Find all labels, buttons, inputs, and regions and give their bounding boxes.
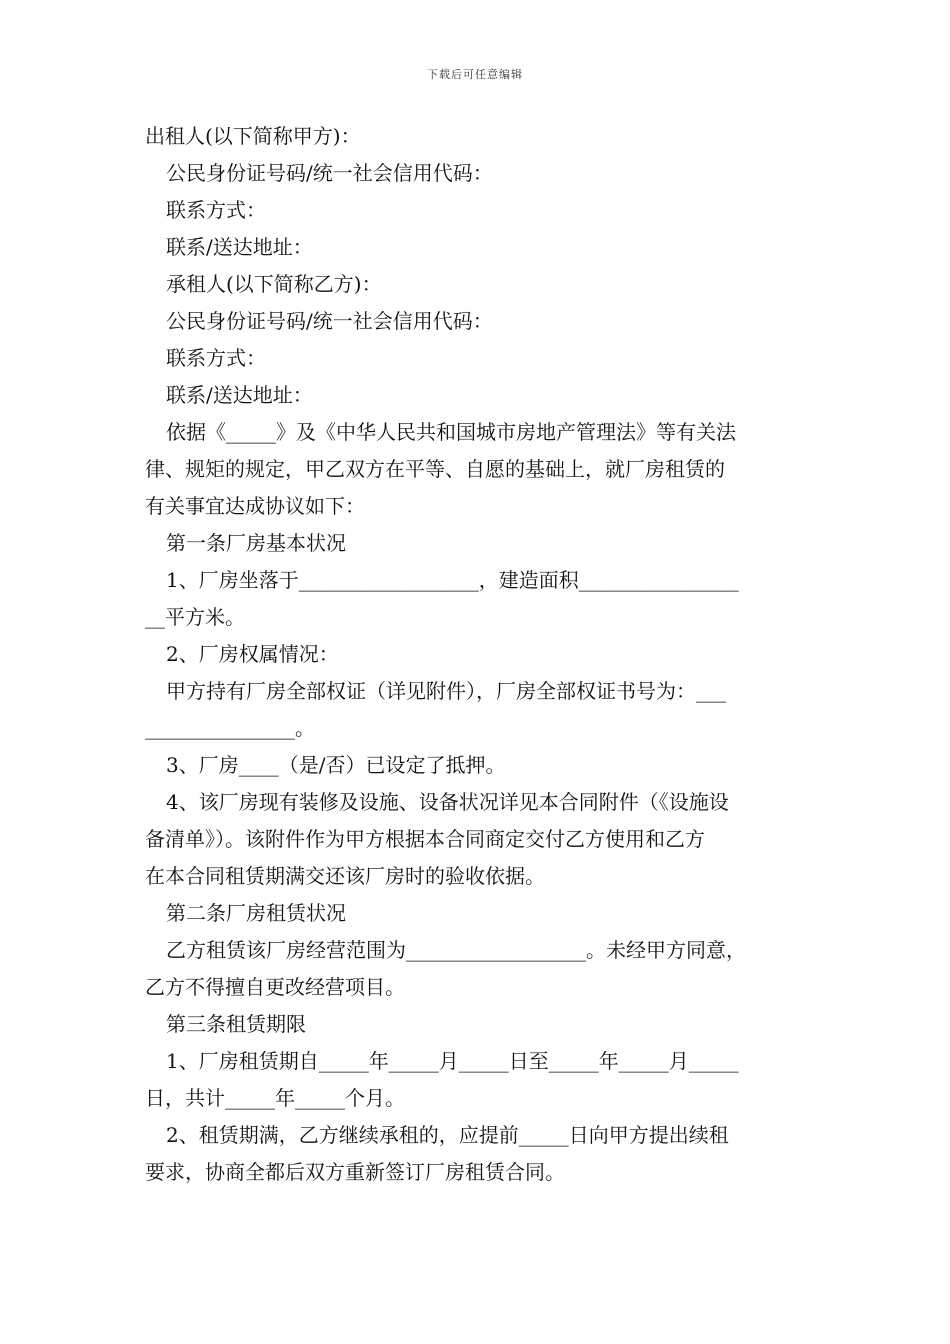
document-line: 1、厂房租赁期自_____年_____月_____日至_____年_____月_____ — [166, 1049, 739, 1073]
document-line: 4、该厂房现有装修及设施、设备状况详见本合同附件（《设施设 — [166, 790, 729, 814]
page-header: 下载后可任意编辑 — [427, 68, 523, 81]
document-line: 联系方式： — [166, 198, 266, 222]
document-line: 日，共计_____年_____个月。 — [145, 1086, 405, 1110]
document-line: 3、厂房____（是/否）已设定了抵押。 — [166, 753, 506, 777]
document-line: 第二条厂房租赁状况 — [166, 901, 346, 925]
document-line: 依据《_____》及《中华人民共和国城市房地产管理法》等有关法 — [166, 420, 736, 444]
document-line: 第三条租赁期限 — [166, 1012, 306, 1036]
document-line: 要求，协商全都后双方重新签订厂房租赁合同。 — [145, 1160, 565, 1184]
document-line: 承租人(以下简称乙方)： — [166, 272, 382, 296]
document-line: 联系方式： — [166, 346, 266, 370]
document-line: 律、规矩的规定，甲乙双方在平等、自愿的基础上，就厂房租赁的 — [145, 457, 725, 481]
document-line: 出租人(以下简称甲方)： — [145, 124, 361, 148]
document-line: 1、厂房坐落于__________________，建造面积________________ — [166, 568, 739, 592]
document-line: 乙方不得擅自更改经营项目。 — [145, 975, 405, 999]
document-body — [145, 118, 813, 1191]
document-line: 公民身份证号码/统一社会信用代码： — [166, 309, 493, 333]
document-line: 备清单》）。该附件作为甲方根据本合同商定交付乙方使用和乙方 — [145, 827, 705, 851]
document-line: 在本合同租赁期满交还该厂房时的验收依据。 — [145, 864, 545, 888]
document-line: _______________。 — [145, 716, 315, 740]
document-line: 2、租赁期满，乙方继续承租的，应提前_____日向甲方提出续租 — [166, 1123, 729, 1147]
document-line: 联系/送达地址： — [166, 235, 313, 259]
document-line: 公民身份证号码/统一社会信用代码： — [166, 161, 493, 185]
document-line: 甲方持有厂房全部权证（详见附件），厂房全部权证书号为：___ — [166, 679, 726, 703]
document-line: 乙方租赁该厂房经营范围为__________________。未经甲方同意， — [166, 938, 746, 962]
document-line: 有关事宜达成协议如下： — [145, 494, 365, 518]
document-line: 2、厂房权属情况： — [166, 642, 339, 666]
document-line: 联系/送达地址： — [166, 383, 313, 407]
document-line: 第一条厂房基本状况 — [166, 531, 346, 555]
document-line: __平方米。 — [145, 605, 245, 629]
